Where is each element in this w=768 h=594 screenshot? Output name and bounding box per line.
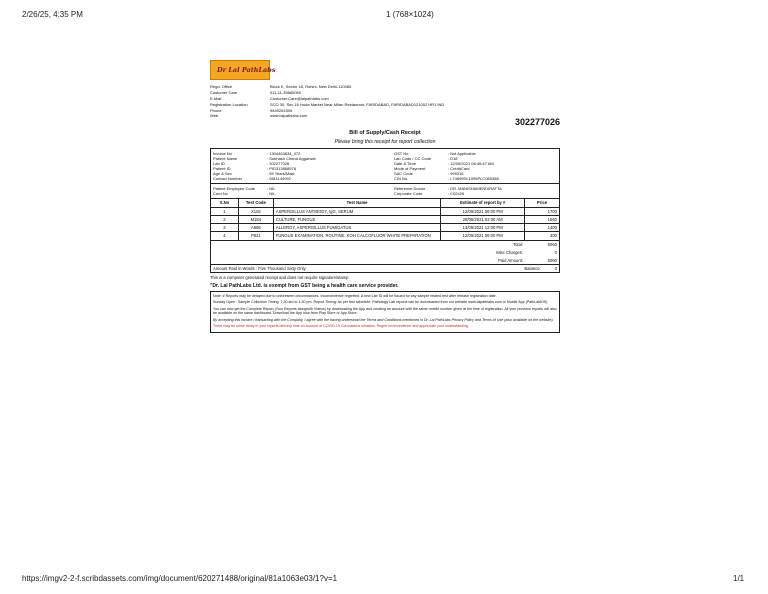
company-detail-value: 011-11-39885050 — [270, 90, 301, 96]
info-value: : 302277026 — [267, 161, 290, 167]
info-value: : C02426 — [447, 191, 465, 197]
info-value: : NIL — [267, 186, 276, 192]
tests-table — [210, 198, 560, 240]
company-logo — [210, 60, 276, 80]
info-value: : 1304463834_072 — [267, 151, 301, 157]
info-label: Mode of Payment — [393, 166, 426, 172]
test-name: FUNGUS EXAMINATION, ROUTINE, KOH CALCOFLUOR WHITE PREPARATION — [273, 232, 441, 240]
test-price: 1400 — [525, 224, 560, 232]
info-label: Contact Number — [213, 176, 243, 182]
info-value: : PID313868978 — [267, 166, 296, 172]
logo-text: Dr Lal PathLabs — [217, 65, 276, 74]
balance-label: Balance: — [524, 266, 541, 272]
info-label: Patient Name — [213, 156, 238, 162]
test-row — [211, 215, 560, 223]
info-label: Lab ID — [213, 161, 225, 167]
info-label: Invoice No — [213, 151, 232, 157]
tests-header-cell: S.No — [211, 199, 239, 207]
summary-label: Paid Amount: — [498, 257, 523, 263]
amount-in-words: Amount Paid in Words : Five Thousand Sixty Only — [213, 266, 306, 272]
info-value: : D18 — [447, 156, 458, 162]
test-row — [211, 224, 560, 232]
info-label: Patient ID — [213, 166, 231, 172]
print-datetime: 2/26/25, 4:35 PM — [22, 10, 83, 19]
summary-value: 5060 — [547, 257, 557, 263]
test-price: 400 — [525, 232, 560, 240]
receipt-document — [210, 60, 560, 333]
info-value: : NIL — [267, 191, 276, 197]
company-detail-value: www.lalpathlabs.com — [270, 113, 308, 119]
note-paragraph: Note: # Reports may be delayed due to unforeseen circumstances. Inconvenience regretted. A new Lab ID will be issued for any sample related test after release registration date. — [213, 293, 497, 298]
tests-header-cell: Test Code — [238, 199, 273, 207]
info-value: : L74899DL1995PLC065388 — [447, 176, 499, 182]
test-sno: 4 — [211, 232, 239, 240]
info-value: : 999316 — [447, 171, 464, 177]
company-detail-row — [210, 101, 444, 107]
test-date: 12/05/2021 06:00 PM — [441, 232, 525, 240]
info-label: CIN No. — [393, 176, 409, 182]
summary-row — [494, 241, 559, 249]
summary-row — [494, 256, 559, 264]
test-row — [211, 232, 560, 240]
test-price: 1560 — [525, 215, 560, 223]
info-value: : Not Applicable — [447, 151, 476, 157]
test-code: M184 — [238, 215, 273, 223]
test-name: CULTURE, FUNGUS — [273, 215, 441, 223]
info-value: : CreditCard — [447, 166, 470, 172]
company-detail-label: Customer Care — [210, 90, 238, 96]
reference-info — [210, 184, 560, 198]
company-detail-value: 9849261505 — [270, 107, 293, 113]
info-row — [211, 176, 392, 181]
tests-header-cell: Test Name — [273, 199, 441, 207]
info-label: Lab Code / CC Code — [393, 156, 432, 162]
info-label: Reference Doctor — [393, 186, 426, 192]
test-sno: 2 — [211, 215, 239, 223]
info-value: : Subhash Chand Aggarwal — [267, 156, 316, 162]
note-paragraph: By accepting this invoice / transacting with the Company, I agree with the having understood the Terms and Conditions mentioned in Dr. Lal PathLabs Privacy Policy and Terms of Use (also available on the website). — [213, 317, 554, 322]
receipt-number: 302277026 — [514, 116, 560, 127]
info-label: SAC Code — [393, 171, 413, 177]
info-label: Card No — [213, 191, 228, 197]
info-label: Patient Employee Code — [213, 186, 256, 192]
test-name: ASPERGILLUS ANTIBODY, IgG, SERUM — [273, 207, 441, 215]
info-value: : DR. MANISHAMENDIRATTA — [447, 186, 502, 192]
info-value: : 59 Years/Male — [267, 171, 295, 177]
test-code: P821 — [238, 232, 273, 240]
balance-value: 0 — [554, 266, 557, 272]
summary-row — [494, 248, 559, 256]
tests-header-cell: Estimate of report by # — [441, 199, 525, 207]
receipt-subtitle: Please bring this receipt for report collection — [334, 138, 436, 145]
test-date: 12/05/2021 06:00 PM — [441, 207, 525, 215]
info-label: GST No — [393, 151, 409, 157]
note-paragraph: Sunday Open : Sample Collection Timing: 7:30 am to 1:30 pm. Report Timing: As per test schedule. Pathology Lab reports can be downloaded from our website www.lalpathlabs.com or Mobile App (PathLabIDS) — [213, 300, 548, 305]
computer-generated-note: This is a computer generated receipt and does not require signature/stamp — [210, 275, 349, 281]
info-row — [211, 191, 392, 196]
receipt-title: Bill of Supply/Cash Receipt — [349, 129, 421, 136]
test-sno: 3 — [211, 224, 239, 232]
info-value: : 9811144092 — [267, 176, 291, 182]
note-paragraph: You can now get the Complete Report (Your Reports alongwith Videos) by downloading the App and creating an account with the same mobile number given at the time of registration. All your previous reports will also be available on the same dashboard. Download the App now from Play Store or App Store. — [213, 306, 557, 316]
test-sno: 1 — [211, 207, 239, 215]
info-row — [392, 191, 559, 196]
gst-exempt-note: "Dr. Lal PathLabs Ltd. is exempt from GST being a health care service provider. — [210, 282, 399, 289]
company-detail-label: E-Mail — [210, 95, 222, 101]
test-date: 13/05/2021 12:00 PM — [441, 224, 525, 232]
test-name: ALLERGY, ASPERGILLUS FUMIGATUS — [273, 224, 441, 232]
summary-label: Misc Charges: — [496, 249, 523, 255]
test-code: A666 — [238, 224, 273, 232]
print-page-title: 1 (768×1024) — [386, 10, 434, 19]
info-row — [392, 176, 559, 181]
print-url: https://imgv2-2-f.scribdassets.com/img/document/620271488/original/81a1063e03/1?v=1 — [22, 574, 338, 583]
info-label: Date & Time — [393, 161, 416, 167]
tests-header-cell: Price — [525, 199, 560, 207]
test-price: 1700 — [525, 207, 560, 215]
info-label: Age & Sex — [213, 171, 232, 177]
summary-value: 5060 — [547, 241, 557, 247]
company-detail-label: Regd. Office — [210, 84, 233, 90]
company-detail-label: Web — [210, 113, 219, 119]
summary-label: Total: — [512, 241, 523, 247]
notes-box — [210, 291, 560, 333]
company-detail-label: Registration Location — [210, 101, 248, 107]
company-details — [210, 84, 444, 119]
patient-info-box — [210, 148, 560, 184]
payment-summary — [210, 241, 560, 274]
company-detail-value: SCO 30, Sec.16 Huda Market Near Milan Restaurant, FARIDABAD, FARIDABAD121002 HR1 IND — [270, 101, 445, 107]
info-value: : 12/05/2021 08:46:47 AM — [447, 161, 494, 167]
summary-value: 0 — [554, 249, 557, 255]
test-code: X102 — [238, 207, 273, 215]
info-label: Corporate Code — [393, 191, 423, 197]
print-page-number: 1/1 — [733, 574, 745, 583]
company-detail-value: Customer.Care@lalpathlabs.com — [270, 95, 329, 101]
note-paragraph: There may be some delay in your reports delivery time on account of COVID-19 Coronavirus situation. Regret inconvenience and appreciate your understanding. — [213, 324, 469, 329]
company-detail-value: Block E, Sector 18, Rohini, New Delhi-110085 — [270, 84, 352, 90]
test-row — [211, 207, 560, 215]
test-date: 28/05/2021 02:00 AM — [441, 215, 525, 223]
company-detail-label: Phone — [210, 107, 222, 113]
